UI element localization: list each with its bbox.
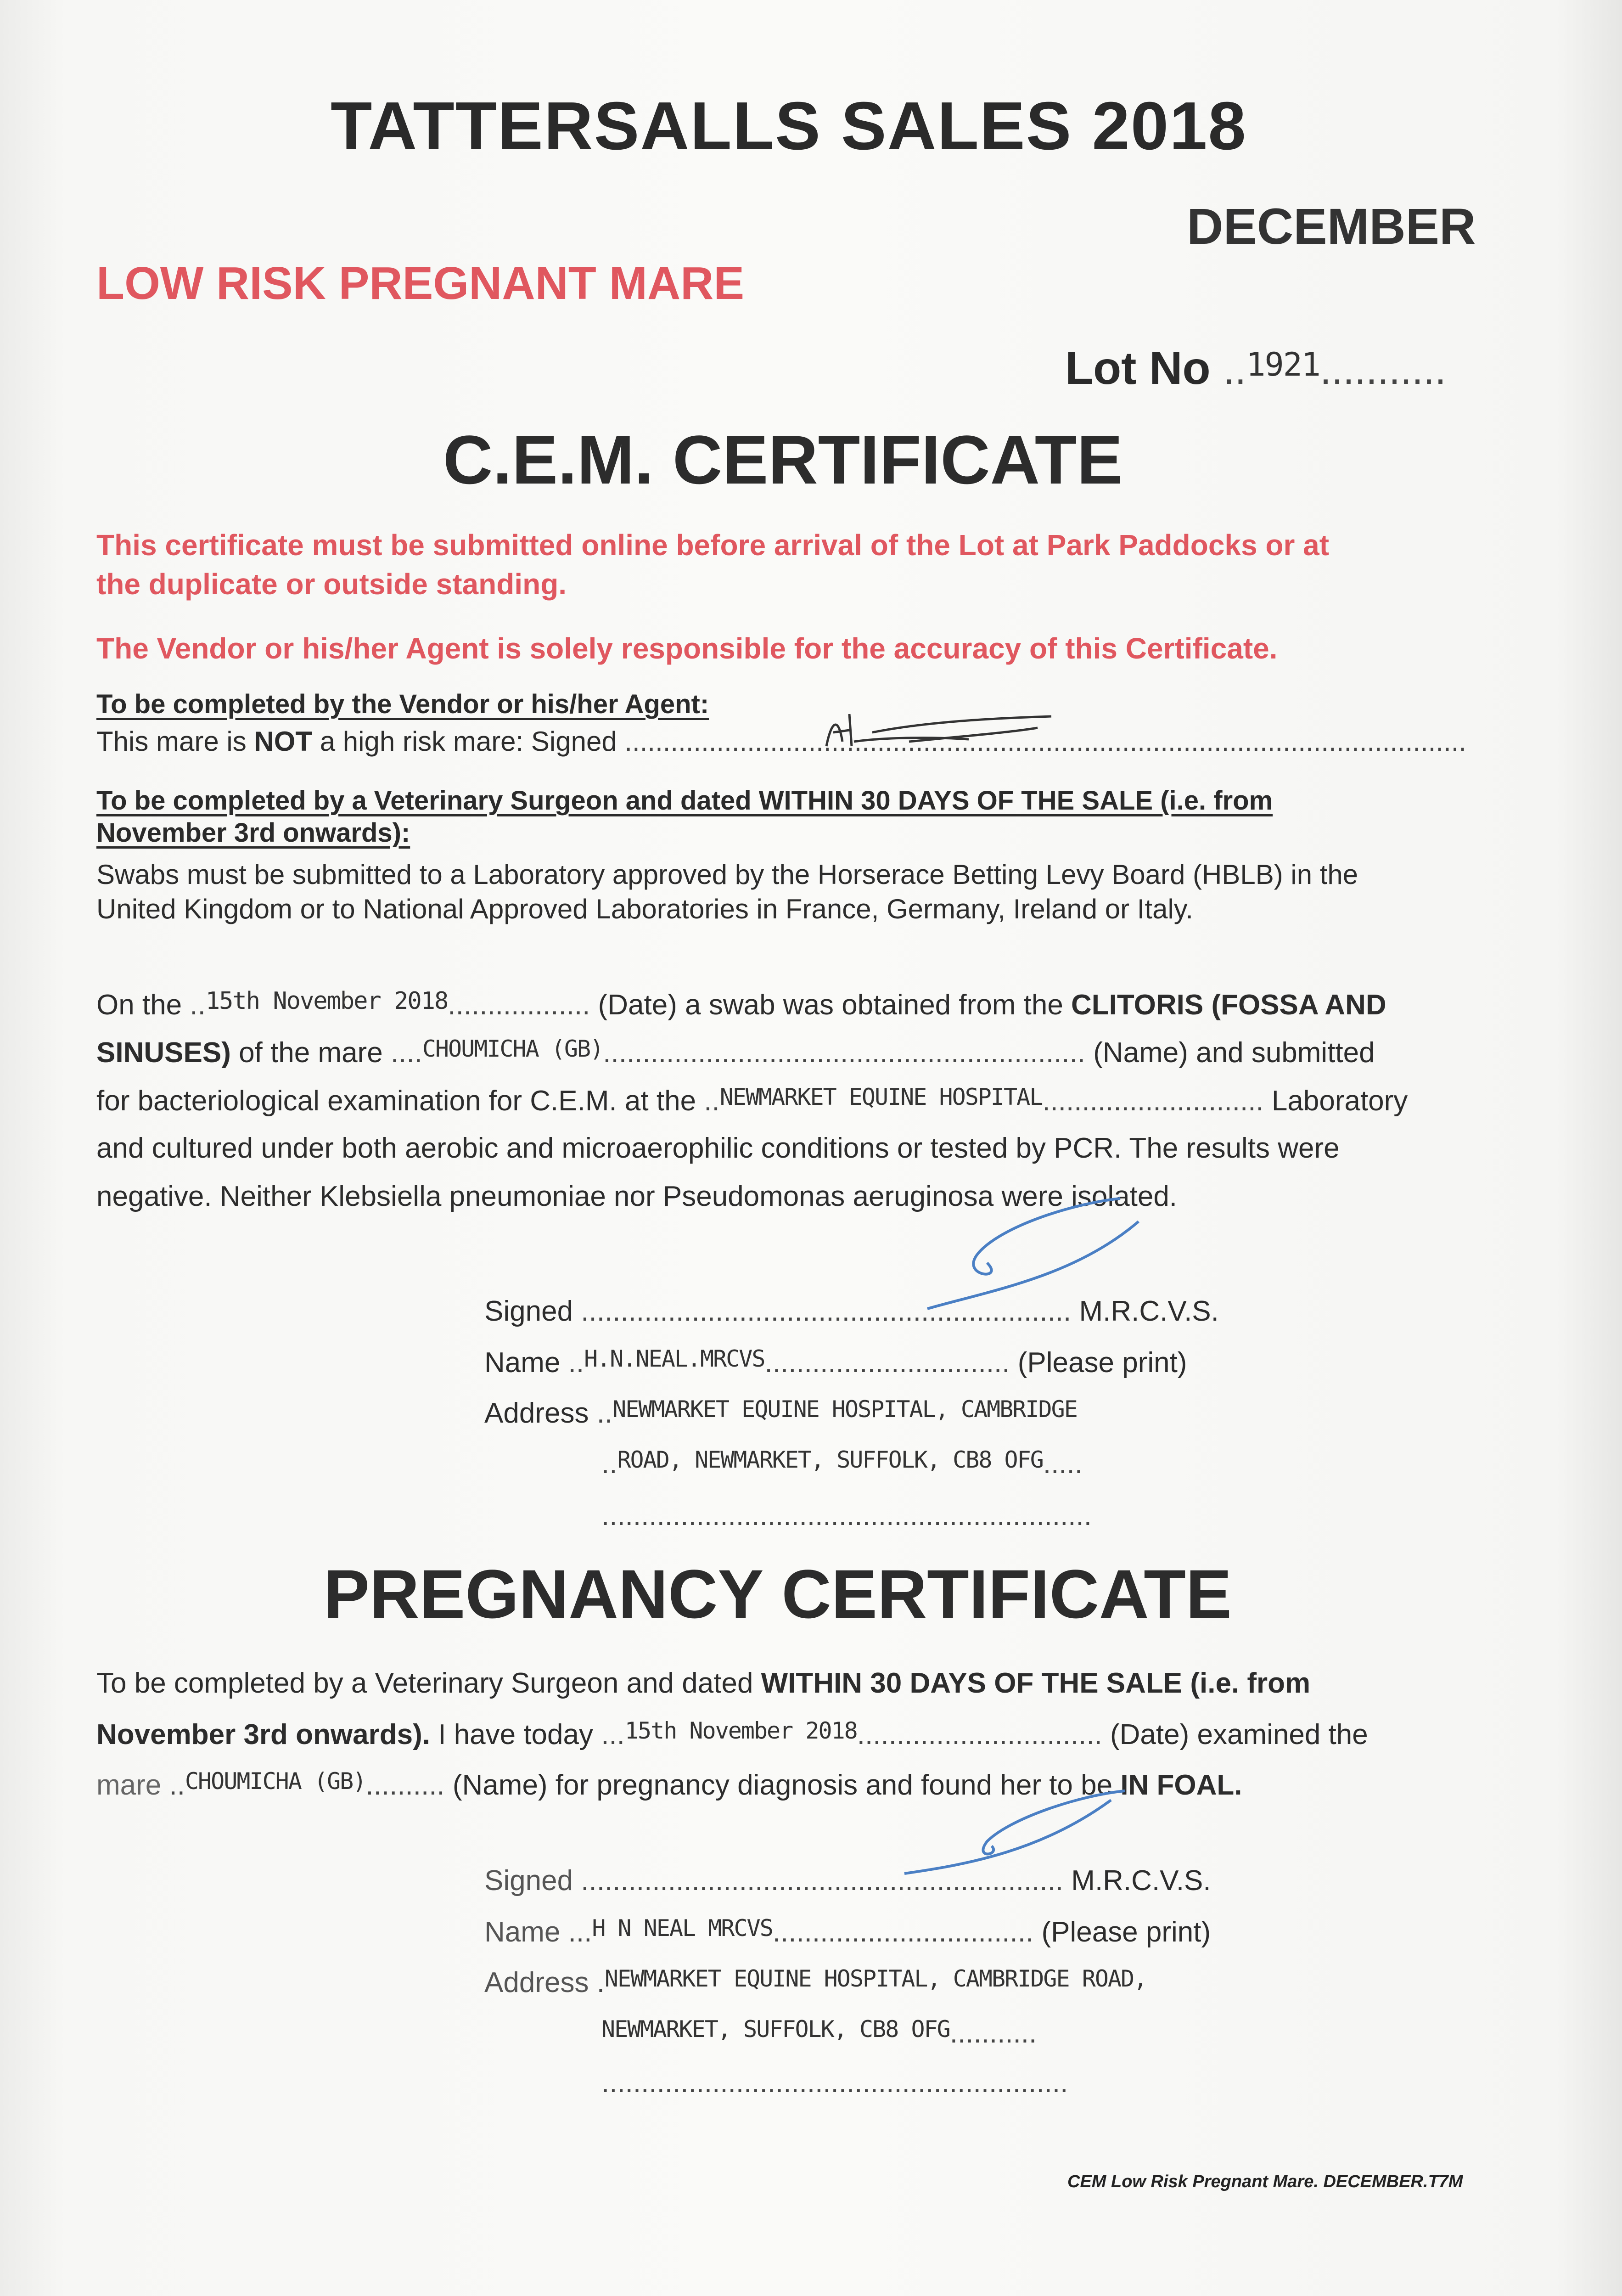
pregnancy-address-row-1 bbox=[484, 1965, 1146, 1999]
laboratory-line bbox=[96, 1084, 1408, 1117]
mare-dots-left: .... bbox=[390, 1037, 422, 1069]
cem-address-2-dots-right: ..... bbox=[1043, 1448, 1083, 1480]
sale-month: DECEMBER bbox=[1187, 198, 1476, 255]
on-the-label: On the bbox=[96, 989, 182, 1021]
cem-name-row bbox=[484, 1345, 1187, 1379]
cem-address-row-3: .............................................................. bbox=[601, 1500, 1092, 1531]
cem-name-label: Name bbox=[484, 1347, 561, 1379]
form-code-footer: CEM Low Risk Pregnant Mare. DECEMBER.T7M bbox=[1067, 2172, 1463, 2191]
pregnancy-mare-dots-right: .......... bbox=[365, 1769, 445, 1801]
pregnancy-please-print: (Please print) bbox=[1041, 1916, 1211, 1948]
pregnancy-address-dots: . bbox=[596, 1967, 605, 1998]
cem-signed-label: Signed bbox=[484, 1295, 573, 1327]
pregnancy-mrcvs-label: M.R.C.V.S. bbox=[1071, 1865, 1211, 1896]
cem-signed-row bbox=[484, 1295, 1219, 1328]
swab-instructions-line-2: United Kingdom or to National Approved Laboratories in France, Germany, Ireland or Italy. bbox=[96, 894, 1194, 924]
cem-vet-name: H.N.NEAL.MRCVS bbox=[584, 1345, 765, 1372]
cem-mrcvs-label: M.R.C.V.S. bbox=[1079, 1295, 1219, 1327]
swab-date-dots-right: .................. bbox=[448, 989, 590, 1021]
pregnancy-text-1a: To be completed by a Veterinary Surgeon and dated bbox=[96, 1667, 761, 1699]
submission-notice-line-2: the duplicate or outside standing. bbox=[96, 568, 567, 601]
pregnancy-address-line-2: NEWMARKET, SUFFOLK, CB8 OFG bbox=[601, 2016, 950, 2043]
pregnancy-date-dots-left: ... bbox=[601, 1719, 625, 1750]
vet-section-heading-1: To be completed by a Veterinary Surgeon and dated WITHIN 30 DAYS OF THE SALE (i.e. from bbox=[96, 786, 1273, 816]
cem-address-2-dots-left: .. bbox=[601, 1448, 617, 1480]
pregnancy-text-line-2 bbox=[96, 1717, 1368, 1751]
vendor-text-a: This mare is bbox=[96, 726, 254, 757]
pregnancy-mare-dots-left: .. bbox=[169, 1769, 185, 1801]
pregnancy-vet-name: H N NEAL MRCVS bbox=[592, 1915, 773, 1941]
pregnancy-name-dots-left: ... bbox=[568, 1916, 592, 1948]
pregnancy-name-label: Name bbox=[484, 1916, 561, 1948]
lab-dots-left: .. bbox=[704, 1085, 720, 1117]
lab-dots-right: ............................ bbox=[1042, 1085, 1264, 1117]
pregnancy-mare-name: CHOUMICHA (GB) bbox=[185, 1768, 366, 1795]
vet-section-heading-2: November 3rd onwards): bbox=[96, 818, 410, 848]
pregnancy-address-line-1: NEWMARKET EQUINE HOSPITAL, CAMBRIDGE ROAD, bbox=[604, 1965, 1147, 1992]
pregnancy-date-value: 15th November 2018 bbox=[624, 1717, 857, 1744]
mare-dots-right: ............................................................. bbox=[603, 1037, 1086, 1069]
submission-notice-line-1: This certificate must be submitted online before arrival of the Lot at Park Paddocks or at bbox=[96, 529, 1330, 562]
sinuses-label: SINUSES) bbox=[96, 1037, 231, 1069]
pregnancy-name-row bbox=[484, 1915, 1211, 1948]
negative-result-line: negative. Neither Klebsiella pneumoniae nor Pseudomonas aeruginosa were isolated. bbox=[96, 1181, 1178, 1212]
swab-date-value: 15th November 2018 bbox=[205, 987, 448, 1015]
swab-instructions-line-1: Swabs must be submitted to a Laboratory approved by the Horserace Betting Levy Board (HBLB) in the bbox=[96, 859, 1358, 890]
name-submitted-label: (Name) and submitted bbox=[1093, 1037, 1375, 1069]
pregnancy-text-2c: (Date) examined the bbox=[1110, 1719, 1368, 1750]
cem-address-row-2 bbox=[601, 1446, 1083, 1480]
laboratory-name: NEWMARKET EQUINE HOSPITAL bbox=[719, 1084, 1043, 1110]
swab-date-dots-left: .. bbox=[190, 989, 206, 1021]
pregnancy-address-2-dots: ........... bbox=[949, 2017, 1037, 2049]
of-the-mare-label: of the mare bbox=[230, 1037, 383, 1069]
pregnancy-signed-dots: ............................................................. bbox=[581, 1865, 1064, 1896]
lot-dots-right: ........... bbox=[1319, 347, 1447, 393]
category-label: LOW RISK PREGNANT MARE bbox=[96, 258, 745, 309]
pregnancy-text-1b: WITHIN 30 DAYS OF THE SALE (i.e. from bbox=[761, 1667, 1311, 1699]
lot-dots-left: .. bbox=[1223, 347, 1246, 393]
cem-name-dots-right: ............................... bbox=[764, 1347, 1010, 1379]
vendor-signature-dots: .............................................................................................................. bbox=[624, 726, 1467, 757]
cem-title: C.E.M. CERTIFICATE bbox=[443, 421, 1123, 498]
cem-signed-dots: .............................................................. bbox=[581, 1295, 1072, 1327]
pregnancy-text-line-1 bbox=[96, 1667, 1310, 1699]
cem-address-row-1 bbox=[484, 1396, 1077, 1429]
bact-exam-text: for bacteriological examination for C.E.M. at the bbox=[96, 1085, 696, 1117]
in-foal-label: IN FOAL. bbox=[1120, 1769, 1242, 1801]
cem-mare-name: CHOUMICHA (GB) bbox=[422, 1035, 603, 1062]
culture-line: and cultured under both aerobic and microaerophilic conditions or tested by PCR. The results were bbox=[96, 1132, 1340, 1164]
mare-name-line bbox=[96, 1035, 1375, 1069]
lot-number: 1921 bbox=[1246, 346, 1320, 383]
pregnancy-text-3b: (Name) for pregnancy diagnosis and found her to be bbox=[452, 1769, 1121, 1801]
vendor-signature-mark bbox=[817, 705, 1056, 755]
cem-address-line-1: NEWMARKET EQUINE HOSPITAL, CAMBRIDGE bbox=[612, 1396, 1077, 1423]
pregnancy-signed-row bbox=[484, 1864, 1211, 1897]
pregnancy-text-3a: mare bbox=[96, 1769, 162, 1801]
vendor-declaration-line bbox=[96, 726, 1466, 757]
cem-name-dots-left: .. bbox=[568, 1347, 584, 1379]
sales-title: TATTERSALLS SALES 2018 bbox=[331, 88, 1247, 164]
pregnancy-name-dots-right: ................................. bbox=[772, 1916, 1034, 1948]
lot-label: Lot No bbox=[1065, 343, 1211, 394]
pregnancy-address-row-3: ........................................................... bbox=[601, 2067, 1068, 2099]
pregnancy-signed-label: Signed bbox=[484, 1865, 573, 1896]
lot-number-row bbox=[1065, 342, 1446, 395]
pregnancy-title: PREGNANCY CERTIFICATE bbox=[324, 1555, 1232, 1632]
vendor-text-c: a high risk mare: Signed bbox=[312, 726, 617, 757]
swab-date-suffix: (Date) a swab was obtained from the bbox=[598, 989, 1072, 1021]
cem-please-print: (Please print) bbox=[1017, 1347, 1187, 1379]
vendor-text-not: NOT bbox=[254, 726, 313, 757]
swab-date-line bbox=[96, 987, 1386, 1021]
pregnancy-date-dots-right: ............................... bbox=[857, 1719, 1102, 1750]
pregnancy-text-2a: November 3rd onwards). bbox=[96, 1719, 430, 1750]
vendor-section-heading: To be completed by the Vendor or his/her Agent: bbox=[96, 689, 709, 719]
cem-address-dots: .. bbox=[596, 1397, 613, 1429]
cem-address-label: Address bbox=[484, 1397, 589, 1429]
clitoris-label: CLITORIS (FOSSA AND bbox=[1071, 989, 1386, 1021]
laboratory-label: Laboratory bbox=[1271, 1085, 1408, 1117]
pregnancy-text-2b: I have today bbox=[430, 1719, 593, 1750]
vendor-responsibility-notice: The Vendor or his/her Agent is solely responsible for the accuracy of this Certificate. bbox=[96, 632, 1278, 665]
pregnancy-address-row-2 bbox=[601, 2016, 1037, 2049]
cem-address-line-2: ROAD, NEWMARKET, SUFFOLK, CB8 OFG bbox=[617, 1446, 1043, 1473]
pregnancy-address-label: Address bbox=[484, 1967, 589, 1998]
